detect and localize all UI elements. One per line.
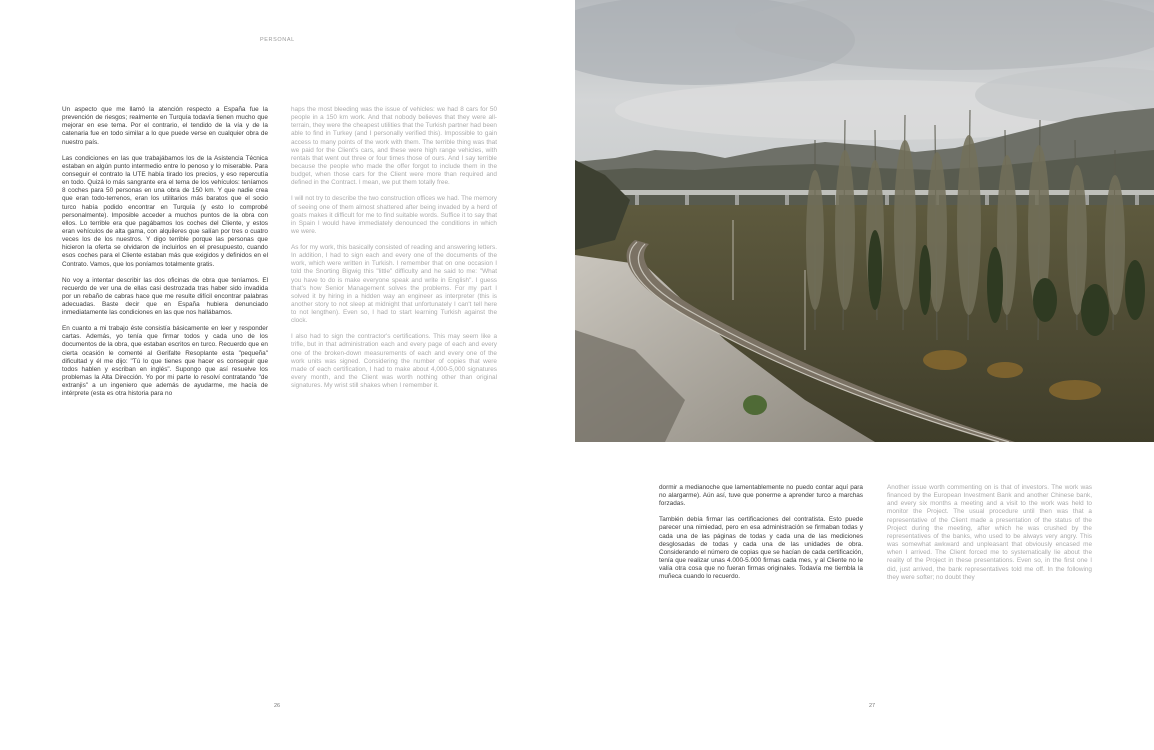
page-number-left: 26 bbox=[274, 703, 281, 709]
paragraph: haps the most bleeding was the issue of vehicles: we had 8 cars for 50 people in a 150 km work. And that nobody believes that they were all-terrain, they were the cheapest utilities that the Turkish partner had been able to find in Turkey (and I personally verified this). Impossible to gain access to many points of the work with them. The terrible thing was that we paid for the Client's cars, and these were high range vehicles, with rentals that went out three or four times those of ours. And I say terrible because the people who made the offer forgot to include them in the budget, when those cars for the Client were more than required and defined in the Contract. I mean, we put them totally free. bbox=[291, 106, 497, 187]
paragraph: I will not try to describe the two construction offices we had. The memory of seeing one of them almost shattered after being invaded by a herd of goats makes it difficult for me to find suitable words. Suffice it to say that in Spain I would have immediately denounced the conditions in which we were. bbox=[291, 195, 497, 235]
paragraph: Another issue worth commenting on is that of investors. The work was financed by the European Investment Bank and another Chinese bank, and every six months a meeting and a visit to the work was held to monitor the Project. The usual procedure until then was that a representative of the Client made a presentation of the status of the Project during the meeting, after which he was crushed by the representatives of the banks, who used to be always very angry. This was somewhat awkward and unpleasant that obviously encased me when I arrived. The Client forced me to systematically lie about the reality of the Project in these presentations. Even so, in the first one I did, just arrived, the bank representatives told me off. In the following they were softer; no doubt they bbox=[887, 484, 1092, 581]
paragraph: dormir a medianoche que lamentablemente no puedo contar aquí para no alargarme). Aún así, tuve que ponerme a aprender turco a marchas forzadas. bbox=[659, 484, 863, 508]
photo-illustration bbox=[575, 0, 1154, 442]
section-label: PERSONAL bbox=[260, 37, 295, 43]
paragraph: Las condiciones en las que trabajábamos los de la Asistencia Técnica estaban en algún punto intermedio entre lo penoso y lo miserable. Para conseguir el contrato la UTE había tirado los precios, y eso repercutía en todo. Quizá lo más sangrante era el tema de los vehículos: teníamos 8 coches para 50 personas en una obra de 150 km. Y que nadie crea que eran todo-terrenos, eran los utilitarios más baratos que el socio turco había podido encontrar en Turquía (y esto lo comprobé personalmente). Imposible acceder a muchos puntos de la obra con ellos. Lo terrible era que pagábamos los coches del Cliente, y estos eran vehículos de alta gama, con alquileres que salían por tres o cuatro veces los de los nuestros. Y digo terrible porque las personas que hicieron la oferta se olvidaron de incluirlos en el presupuesto, cuando esos coches para el Cliente estaban más que exigidos y definidos en el Contrato. Vamos, que los poníamos totalmente gratis. bbox=[62, 154, 268, 268]
right-page-english-column bbox=[887, 484, 1092, 674]
paragraph: As for my work, this basically consisted of reading and answering letters. In addition, I had to sign each and every one of the documents of the work, which were written in Turkish. I remember that on one occasion I told the Snorting Bigwig this "little" difficulty and he said to me: "What you have to do is make everyone speak and write in English". I guess that's how Senior Management solves the problems. For my part I solved it by hiring in a hidden way an engineer as interpreter (this is another story to not sleep at midnight that unfortunately I can't tell here to not lengthen). Even so, I had to start learning Turkish against the clock. bbox=[291, 243, 497, 325]
paragraph: También debía firmar las certificaciones del contratista. Esto puede parecer una nimiedad, pero en esa administración se firmaban todas y cada una de las páginas de todas y cada una de las mediciones desglosadas de todas y cada una de las unidades de obra. Considerando el número de copias que se hacían de cada certificación, tenía que realizar unas 4.000-5.000 firmas cada mes, y al Cliente no le valía otra cosa que no fueran firmas originales. Todavía me tiembla la muñeca cuando lo recuerdo. bbox=[659, 516, 863, 581]
right-page-spanish-column bbox=[659, 484, 863, 674]
paragraph: Un aspecto que me llamó la atención respecto a España fue la prevención de riesgos; realmente en Turquía todavía tienen mucho que mejorar en ese tema. Por el contrario, el tendido de la vía y de la catenaria fue en todo similar a lo que puede verse en cualquier obra de nuestro país. bbox=[62, 106, 268, 146]
paragraph: I also had to sign the contractor's certifications. This may seem like a trifle, but in that administration each and every page of each and every one of the broken-down measurements of each and every one of the work units was signed. Considering the number of copies that were made of each certification, I had to make about 4,000-5,000 signatures every month, and the Client was worth nothing other than original signatures. My wrist still shakes when I remember it. bbox=[291, 333, 497, 390]
railway-landscape-photo bbox=[575, 0, 1154, 442]
paragraph: En cuanto a mi trabajo éste consistía básicamente en leer y responder cartas. Además, yo tenía que firmar todos y cada uno de los documentos de la obra, que estaban escritos en turco. Recuerdo que en cierta ocasión le comenté al Gerifalte Resoplante esta "pequeña" dificultad y él me dijo: "Tú lo que tienes que hacer es conseguir que todos hablen y escriban en inglés". Supongo que así resuelve los problemas la Alta Dirección. Yo por mi parte lo resolví contratando "de extranjis" a un ingeniero que además de ayudarme, me hacía de intérprete (esta es otra historia para no bbox=[62, 325, 268, 398]
left-page-english-column bbox=[291, 106, 497, 666]
paragraph: No voy a intentar describir las dos oficinas de obra que teníamos. El recuerdo de ver una de ellas casi destrozada tras haber sido invadida por un rebaño de cabras hace que me resulte difícil encontrar palabras adecuadas. Baste decir que en España hubiera denunciado inmediatamente las condiciones en las que nos hallábamos. bbox=[62, 276, 268, 317]
left-page-spanish-column bbox=[62, 106, 268, 666]
page-number-right: 27 bbox=[869, 703, 876, 709]
